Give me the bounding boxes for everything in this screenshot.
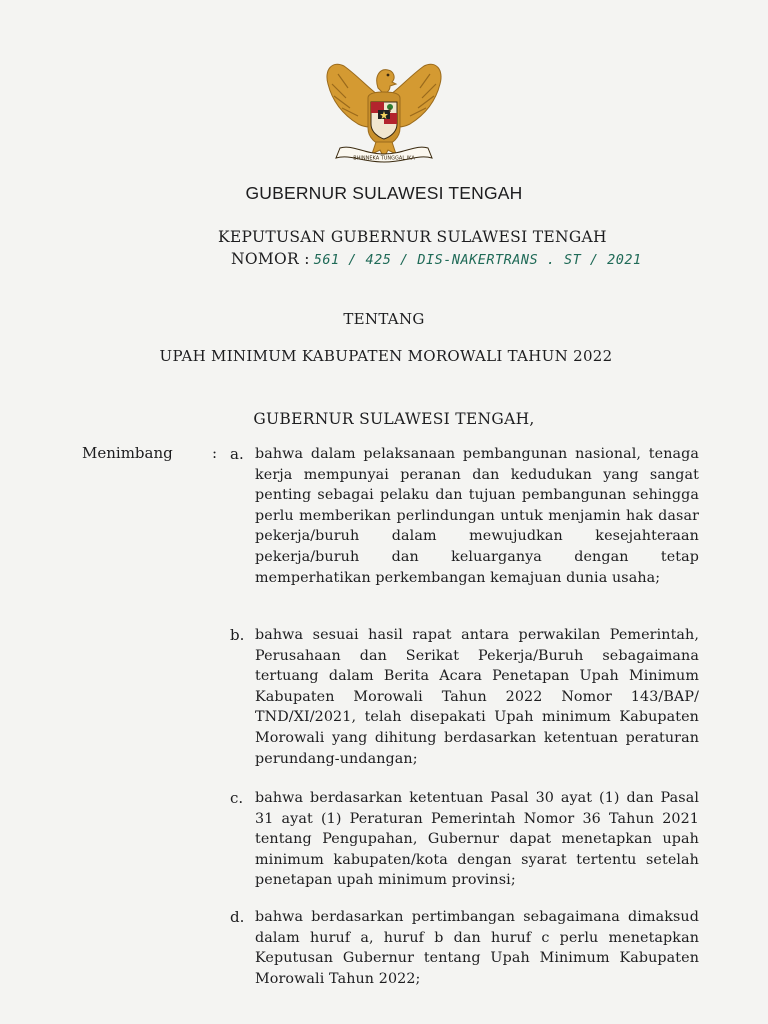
- considering-label: Menimbang: [82, 444, 173, 462]
- svg-text:BHINNEKA TUNGGAL IKA: BHINNEKA TUNGGAL IKA: [353, 155, 415, 162]
- clause-text: bahwa berdasarkan ketentuan Pasal 30 ayat (1) dan Pasal 31 ayat (1) Peraturan Pemerintah Nomor 36 Tahun 2021 tentang Pengupahan, Gubernur dapat menetapkan upah minimum kabupaten/kota dengan syarat tertentu setelah penetapan upah minimum provinsi;: [255, 790, 699, 889]
- clause-text: bahwa dalam pelaksanaan pembangunan nasional, tenaga kerja mempunyai peranan dan kedudukan yang sangat penting sebagai pelaku dan tujuan pembangunan sehingga perlu memberikan perlindungan untuk menjamin hak dasar pekerja/buruh dalam mewujudkan kesejahteraan pekerja/buruh dan keluarganya dengan tetap memperhatikan perkembangan kemajuan dunia usaha;: [255, 446, 699, 586]
- clause-marker: c.: [230, 789, 244, 807]
- decree-number-label: NOMOR :: [231, 250, 310, 268]
- considering-colon: :: [212, 444, 218, 462]
- clause-marker: d.: [230, 908, 245, 926]
- about-label: TENTANG: [343, 310, 425, 328]
- garuda-emblem-icon: [318, 58, 450, 168]
- clause-text: bahwa sesuai hasil rapat antara perwakilan Pemerintah, Perusahaan dan Serikat Pekerja/Buruh sebagaimana tertuang dalam Berita Acara Penetapan Upah Minimum Kabupaten Morowali Tahun 2022 Nomor 143/BAP/ TND/XI/2021, telah disepakati Upah minimum Kabupaten Morowali yang dihitung berdasarkan ketentuan peraturan perundang-undangan;: [255, 627, 699, 767]
- decree-title: KEPUTUSAN GUBERNUR SULAWESI TENGAH: [218, 228, 607, 246]
- clause-marker: b.: [230, 626, 245, 644]
- clause-text: bahwa berdasarkan pertimbangan sebagaimana dimaksud dalam huruf a, huruf b dan huruf c perlu menetapkan Keputusan Gubernur tentang Upah Minimum Kabupaten Morowali Tahun 2022;: [255, 909, 699, 987]
- signatory-heading: GUBERNUR SULAWESI TENGAH,: [253, 410, 535, 428]
- decree-number: [231, 250, 642, 268]
- decree-subject: UPAH MINIMUM KABUPATEN MOROWALI TAHUN 2022: [159, 347, 613, 365]
- office-title: GUBERNUR SULAWESI TENGAH: [245, 183, 523, 203]
- clause-marker: a.: [230, 445, 244, 463]
- decree-number-value: 561 / 425 / DIS-NAKERTRANS . ST / 2021: [313, 252, 642, 268]
